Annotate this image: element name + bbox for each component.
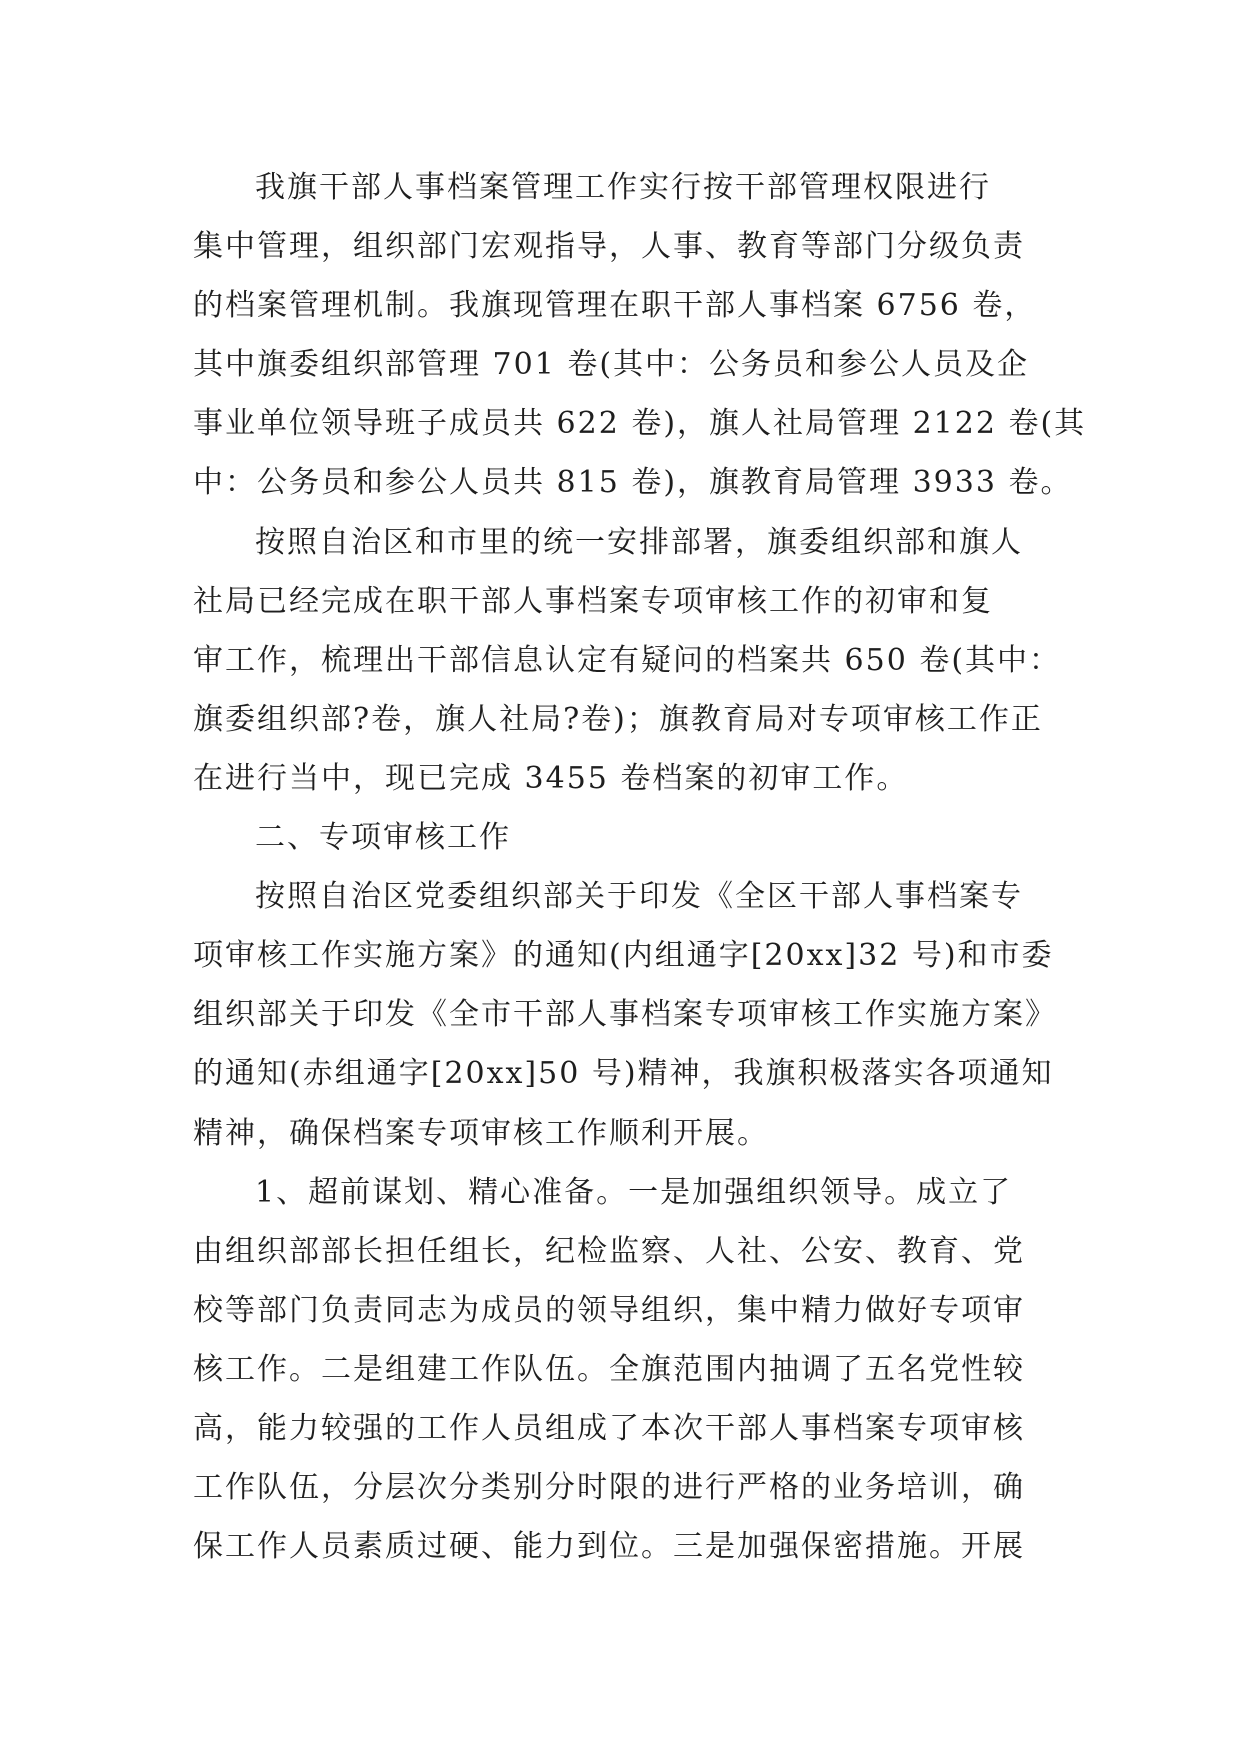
text-line: 按照自治区党委组织部关于印发《全区干部人事档案专	[255, 879, 1023, 915]
text-line: 旗委组织部?卷，旗人社局?卷)；旗教育局对专项审核工作正	[193, 701, 1043, 737]
text-line: 1、超前谋划、精心准备。一是加强组织领导。成立了	[255, 1174, 1013, 1210]
paragraph-review-progress	[193, 513, 1062, 808]
text-line: 核工作。二是组建工作队伍。全旗范围内抽调了五名党性较	[193, 1351, 1025, 1387]
text-line: 在进行当中，现已完成 3455 卷档案的初审工作。	[193, 760, 909, 796]
text-line: 的档案管理机制。我旗现管理在职干部人事档案 6756 卷，	[193, 288, 1037, 324]
text-line: 事业单位领导班子成员共 622 卷)，旗人社局管理 2122 卷(其	[193, 406, 1087, 442]
text-line: 社局已经完成在职干部人事档案专项审核工作的初审和复	[193, 583, 993, 619]
text-line: 集中管理，组织部门宏观指导，人事、教育等部门分级负责	[193, 229, 1025, 265]
section-heading	[193, 808, 1053, 867]
text-line: 其中旗委组织部管理 701 卷(其中：公务员和参公人员及企	[193, 347, 1030, 383]
text-line: 审工作，梳理出干部信息认定有疑问的档案共 650 卷(其中：	[193, 642, 1062, 678]
paragraph-archive-overview	[193, 158, 1087, 513]
text-line: 精神，确保档案专项审核工作顺利开展。	[193, 1115, 769, 1151]
text-line: 组织部关于印发《全市干部人事档案专项审核工作实施方案》	[193, 997, 1057, 1033]
text-line: 保工作人员素质过硬、能力到位。三是加强保密措施。开展	[193, 1529, 1025, 1565]
section-heading-text: 二、专项审核工作	[255, 820, 511, 856]
text-line: 我旗干部人事档案管理工作实行按干部管理权限进行	[255, 170, 991, 205]
text-line: 由组织部部长担任组长，纪检监察、人社、公安、教育、党	[193, 1233, 1025, 1269]
text-line: 校等部门负责同志为成员的领导组织，集中精力做好专项审	[193, 1292, 1025, 1328]
text-line: 中：公务员和参公人员共 815 卷)，旗教育局管理 3933 卷。	[193, 465, 1073, 501]
paragraph-preparation-measures	[193, 1163, 1053, 1577]
text-line: 高，能力较强的工作人员组成了本次干部人事档案专项审核	[193, 1410, 1025, 1446]
text-line: 的通知(赤组通字[20xx]50 号)精神，我旗积极落实各项通知	[193, 1056, 1054, 1092]
document-body	[193, 158, 1087, 1576]
text-line: 按照自治区和市里的统一安排部署，旗委组织部和旗人	[255, 524, 1023, 560]
text-line: 项审核工作实施方案》的通知(内组通字[20xx]32 号)和市委	[193, 938, 1054, 974]
text-line: 工作队伍，分层次分类别分时限的进行严格的业务培训，确	[193, 1470, 1025, 1506]
paragraph-notice-implementation	[193, 867, 1057, 1162]
